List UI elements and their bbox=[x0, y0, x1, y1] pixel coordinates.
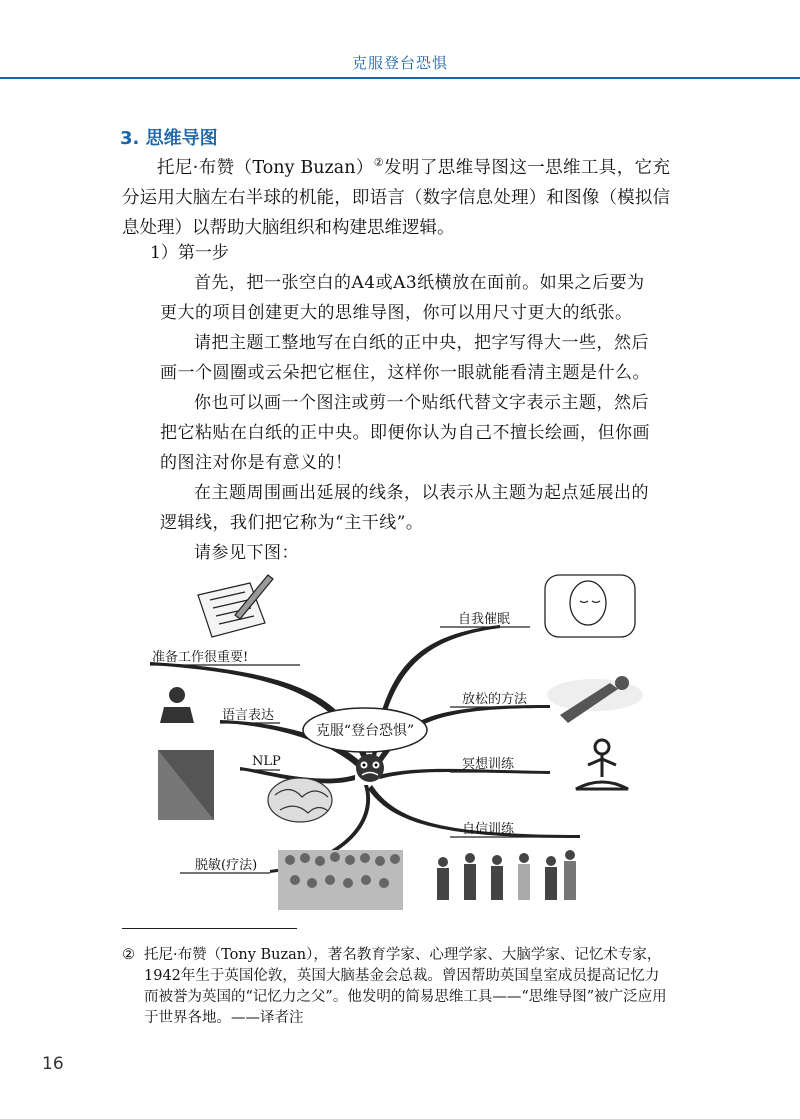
footnote-rest: 1942年生于英国伦敦，英国大脑基金会总裁。曾因帮助英国皇室成员提高记忆力而被誉为英国的“记忆力之父”。他发明的简易思维工具——“思维导图”被广泛应用于世界各地。——译者注 bbox=[144, 968, 667, 1026]
relaxing-person-icon bbox=[547, 676, 643, 723]
speaker-podium-icon bbox=[158, 687, 214, 820]
brain-icon bbox=[268, 778, 332, 822]
running-header: 克服登台恐惧 bbox=[351, 54, 448, 72]
paragraph-4: 在主题周围画出延展的线条，以表示从主题为起点延展出的逻辑线，我们把它称为“主干线”。 bbox=[160, 483, 649, 533]
worried-face-icon bbox=[356, 754, 384, 782]
label-prepare: 准备工作很重要! bbox=[152, 650, 249, 665]
intro-text-pre: 托尼·布赞（Tony Buzan） bbox=[157, 157, 374, 178]
page-number: 16 bbox=[42, 1054, 64, 1074]
meditation-icon bbox=[576, 740, 628, 789]
label-confidence: 自信训练 bbox=[462, 822, 515, 837]
paragraph-1: 首先，把一张空白的A4或A3纸横放在面前。如果之后要为更大的项目创建更大的思维导图，你可以用尺寸更大的纸张。 bbox=[160, 273, 645, 323]
footnote-mark: ② bbox=[122, 947, 135, 963]
sleeping-woman-icon bbox=[545, 575, 635, 637]
notepad-pencil-icon bbox=[198, 575, 273, 637]
label-speech: 语言表达 bbox=[222, 708, 275, 723]
paragraph-3: 你也可以画一个图注或剪一个贴纸代替文字表示主题，然后把它粘贴在白纸的正中央。即便你认为自己不擅长绘画，但你画的图注对你是有意义的！ bbox=[160, 393, 650, 473]
footnote-rule bbox=[122, 928, 297, 929]
step-label: 1）第一步 bbox=[150, 243, 229, 263]
footnote bbox=[122, 945, 670, 1029]
label-relax: 放松的方法 bbox=[462, 692, 528, 707]
crowd-icon bbox=[278, 850, 403, 910]
footnote-ref[interactable]: ② bbox=[373, 156, 385, 169]
label-meditation: 冥想训练 bbox=[462, 757, 515, 772]
header-rule bbox=[0, 77, 800, 79]
center-topic-label: 克服“登台恐惧” bbox=[315, 723, 415, 739]
paragraph-5: 请参见下图： bbox=[194, 543, 299, 563]
label-nlp: NLP bbox=[252, 754, 281, 769]
paragraph-2: 请把主题工整地写在白纸的正中央，把字写得大一些，然后画一个圆圈或云朵把它框住，这样你一眼就能看清主题是什么。 bbox=[160, 333, 650, 383]
intro-text-post: 发明了思维导图这一思维工具，它充分运用大脑左右半球的机能，即语言（数字信息处理）和图像（模拟信息处理）以帮助大脑组织和构建思维逻辑。 bbox=[122, 157, 670, 238]
confident-people-icon bbox=[437, 850, 576, 900]
section-heading: 3. 思维导图 bbox=[120, 128, 218, 149]
intro-paragraph bbox=[122, 148, 670, 243]
mind-map-figure bbox=[140, 565, 660, 915]
footnote-line-1: 托尼·布赞（Tony Buzan），著名教育学家、心理学家、大脑学家、记忆术专家， bbox=[144, 947, 662, 963]
label-desensitize: 脱敏(疗法) bbox=[195, 858, 258, 873]
label-hypnosis: 自我催眠 bbox=[458, 612, 511, 627]
